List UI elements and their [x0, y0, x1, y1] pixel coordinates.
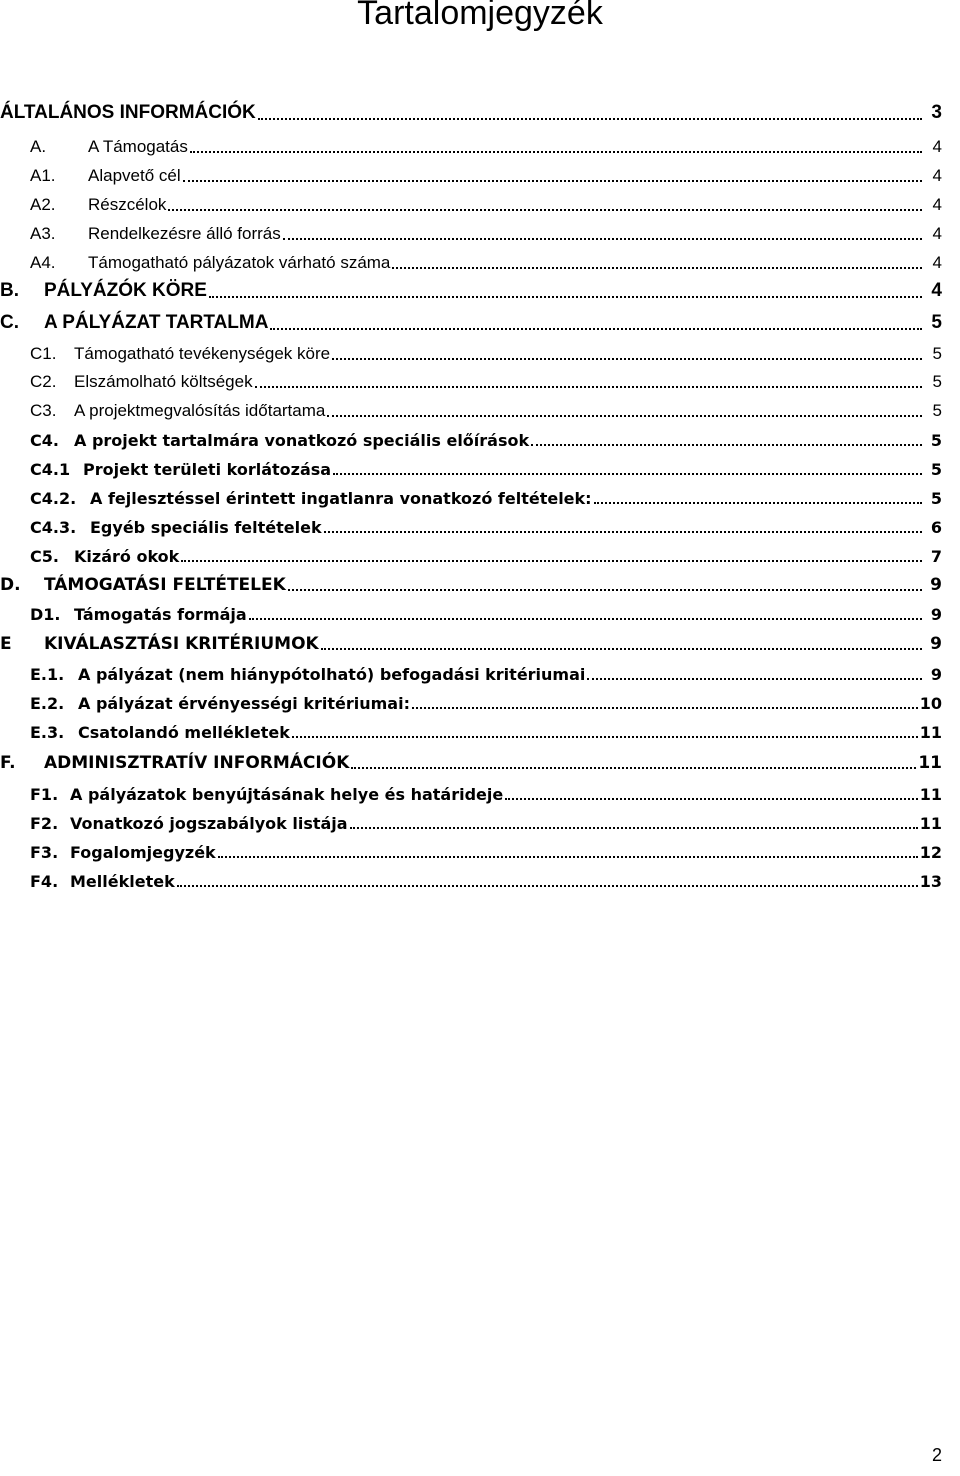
toc-leader-dots	[177, 885, 918, 887]
toc-entry-label: A projektmegvalósítás időtartama	[74, 401, 326, 420]
toc-entry-page: 11	[918, 753, 942, 773]
toc-entry-label: Fogalomjegyzék	[70, 843, 216, 862]
toc-leader-dots	[292, 736, 918, 738]
toc-leader-dots	[168, 209, 922, 211]
toc-entry-number: C3.	[30, 401, 57, 420]
toc-entry-number: C2.	[30, 372, 57, 391]
toc-entry[interactable]	[0, 96, 960, 124]
toc-entry-label: Támogatható tevékenységek köre	[74, 344, 331, 363]
toc-entry-page: 10	[919, 694, 942, 713]
toc-entry-page: 12	[919, 843, 942, 862]
toc-entry-label: A pályázat (nem hiánypótolható) befogadási kritériumai	[78, 665, 586, 684]
toc-entry-number: D1.	[30, 605, 61, 624]
toc-entry-number: D.	[0, 575, 21, 595]
toc-entry[interactable]	[0, 714, 960, 742]
toc-entry-number: C4.	[30, 431, 59, 450]
toc-entry[interactable]	[0, 656, 960, 684]
toc-leader-dots	[255, 386, 922, 388]
toc-entry-page: 5	[931, 312, 942, 333]
toc-entry-page: 5	[930, 460, 942, 479]
toc-entry[interactable]	[0, 245, 960, 273]
toc-entry-number: B.	[0, 280, 19, 301]
toc-entry-label: Mellékletek	[70, 872, 175, 891]
toc-entry[interactable]	[0, 451, 960, 479]
toc-entry-page: 3	[931, 102, 942, 123]
toc-entry-number: E	[0, 634, 12, 654]
toc-entry-number: ÁLTALÁNOS INFORMÁCIÓK	[0, 102, 256, 123]
toc-entry-page: 5	[930, 431, 942, 450]
toc-entry[interactable]	[0, 216, 960, 244]
toc-leader-dots	[258, 118, 922, 120]
toc-entry-label: Vonatkozó jogszabályok listája	[70, 814, 348, 833]
toc-leader-dots	[412, 707, 918, 709]
toc-entry-page: 9	[930, 605, 942, 624]
toc-entry-label: PÁLYÁZÓK KÖRE	[44, 280, 207, 301]
toc-entry-number: A4.	[30, 253, 56, 272]
toc-entry-label: Csatolandó mellékletek	[78, 723, 290, 742]
toc-leader-dots	[324, 531, 922, 533]
toc-entry[interactable]	[0, 336, 960, 364]
toc-entry-number: E.3.	[30, 723, 65, 742]
toc-leader-dots	[218, 856, 918, 858]
toc-entry-number: F3.	[30, 843, 59, 862]
toc-entry[interactable]	[0, 745, 960, 773]
toc-leader-dots	[587, 678, 922, 680]
toc-entry-number: C4.3.	[30, 518, 77, 537]
toc-entry-page: 7	[930, 547, 942, 566]
toc-entry-label: A Támogatás	[88, 137, 188, 156]
toc-entry-label: A pályázat érvényességi kritériumai:	[78, 694, 410, 713]
toc-entry-number: E.2.	[30, 694, 65, 713]
toc-entry-label: Támogatás formája	[74, 605, 247, 624]
toc-entry-page: 4	[932, 195, 942, 214]
toc-entry-label: Részcélok	[88, 195, 167, 214]
toc-leader-dots	[321, 648, 922, 650]
toc-entry[interactable]	[0, 509, 960, 537]
toc-entry[interactable]	[0, 596, 960, 624]
toc-entry-number: F.	[0, 753, 16, 773]
toc-entry[interactable]	[0, 187, 960, 215]
toc-entry-label: Rendelkezésre álló forrás	[88, 224, 281, 243]
toc-entry[interactable]	[0, 685, 960, 713]
toc-leader-dots	[288, 589, 922, 591]
toc-entry-label: Elszámolható költségek	[74, 372, 253, 391]
toc-entry[interactable]	[0, 776, 960, 804]
toc-leader-dots	[350, 827, 918, 829]
toc-entry[interactable]	[0, 129, 960, 157]
toc-leader-dots	[270, 328, 922, 330]
toc-entry-label: A fejlesztéssel érintett ingatlanra vonatkozó feltételek:	[90, 489, 592, 508]
toc-entry[interactable]	[0, 567, 960, 595]
toc-entry-page: 4	[932, 137, 942, 156]
toc-leader-dots	[209, 296, 922, 298]
toc-entry-label: Projekt területi korlátozása	[83, 460, 332, 479]
toc-entry-page: 11	[919, 785, 942, 804]
toc-entry-page: 5	[932, 344, 942, 363]
toc-entry-number: C4.1	[30, 460, 71, 479]
toc-entry-page: 4	[932, 166, 942, 185]
page-number: 2	[931, 1445, 942, 1465]
toc-entry-number: C1.	[30, 344, 57, 363]
toc-entry-number: F1.	[30, 785, 59, 804]
toc-entry[interactable]	[0, 158, 960, 186]
toc-leader-dots	[531, 444, 922, 446]
toc-entry-label: ADMINISZTRATÍV INFORMÁCIÓK	[44, 753, 350, 773]
toc-entry[interactable]	[0, 805, 960, 833]
toc-leader-dots	[351, 767, 916, 769]
toc-entry[interactable]	[0, 422, 960, 450]
toc-entry-page: 11	[919, 814, 942, 833]
toc-entry-page: 9	[930, 665, 942, 684]
toc-entry[interactable]	[0, 538, 960, 566]
toc-leader-dots	[327, 415, 922, 417]
toc-entry-page: 5	[930, 489, 942, 508]
toc-entry[interactable]	[0, 364, 960, 392]
toc-entry-label: Alapvető cél	[88, 166, 181, 185]
document-title: Tartalomjegyzék	[357, 0, 603, 32]
toc-entry-number: C4.2.	[30, 489, 77, 508]
toc-entry-number: E.1.	[30, 665, 65, 684]
toc-entry-page: 5	[932, 401, 942, 420]
toc-entry[interactable]	[0, 626, 960, 654]
toc-entry-number: C.	[0, 312, 19, 333]
toc-entry-label: Támogatható pályázatok várható száma	[88, 253, 391, 272]
toc-entry[interactable]	[0, 274, 960, 302]
toc-entry-number: C5.	[30, 547, 59, 566]
toc-entry[interactable]	[0, 863, 960, 891]
toc-entry[interactable]	[0, 306, 960, 334]
toc-entry[interactable]	[0, 393, 960, 421]
toc-entry-page: 9	[930, 634, 942, 654]
toc-entry-page: 4	[931, 280, 942, 301]
toc-entry-label: KIVÁLASZTÁSI KRITÉRIUMOK	[44, 634, 319, 654]
toc-entry-label: TÁMOGATÁSI FELTÉTELEK	[44, 575, 286, 595]
toc-entry-label: A projekt tartalmára vonatkozó speciális előírások	[74, 431, 530, 450]
toc-leader-dots	[392, 267, 922, 269]
toc-leader-dots	[283, 238, 922, 240]
toc-entry-number: F4.	[30, 872, 59, 891]
toc-leader-dots	[183, 180, 922, 182]
toc-entry-number: A1.	[30, 166, 56, 185]
toc-leader-dots	[190, 151, 922, 153]
toc-entry-page: 4	[932, 253, 942, 272]
toc-entry[interactable]	[0, 480, 960, 508]
toc-entry[interactable]	[0, 834, 960, 862]
toc-entry-label: A pályázatok benyújtásának helye és határideje	[70, 785, 504, 804]
toc-entry-label: Kizáró okok	[74, 547, 180, 566]
toc-entry-number: F2.	[30, 814, 59, 833]
toc-entry-page: 5	[932, 372, 942, 391]
toc-entry-number: A3.	[30, 224, 56, 243]
toc-entry-number: A.	[30, 137, 47, 156]
toc-entry-page: 13	[919, 872, 942, 891]
toc-entry-page: 4	[932, 224, 942, 243]
toc-entry-page: 9	[930, 575, 942, 595]
toc-leader-dots	[594, 502, 922, 504]
toc-leader-dots	[505, 798, 918, 800]
toc-leader-dots	[181, 560, 922, 562]
toc-entry-label: A PÁLYÁZAT TARTALMA	[44, 312, 269, 333]
toc-entry-page: 6	[930, 518, 942, 537]
toc-entry-number: A2.	[30, 195, 56, 214]
toc-entry-page: 11	[919, 723, 942, 742]
toc-entry-label: Egyéb speciális feltételek	[90, 518, 322, 537]
toc-leader-dots	[249, 618, 922, 620]
toc-leader-dots	[332, 358, 922, 360]
toc-leader-dots	[333, 473, 922, 475]
